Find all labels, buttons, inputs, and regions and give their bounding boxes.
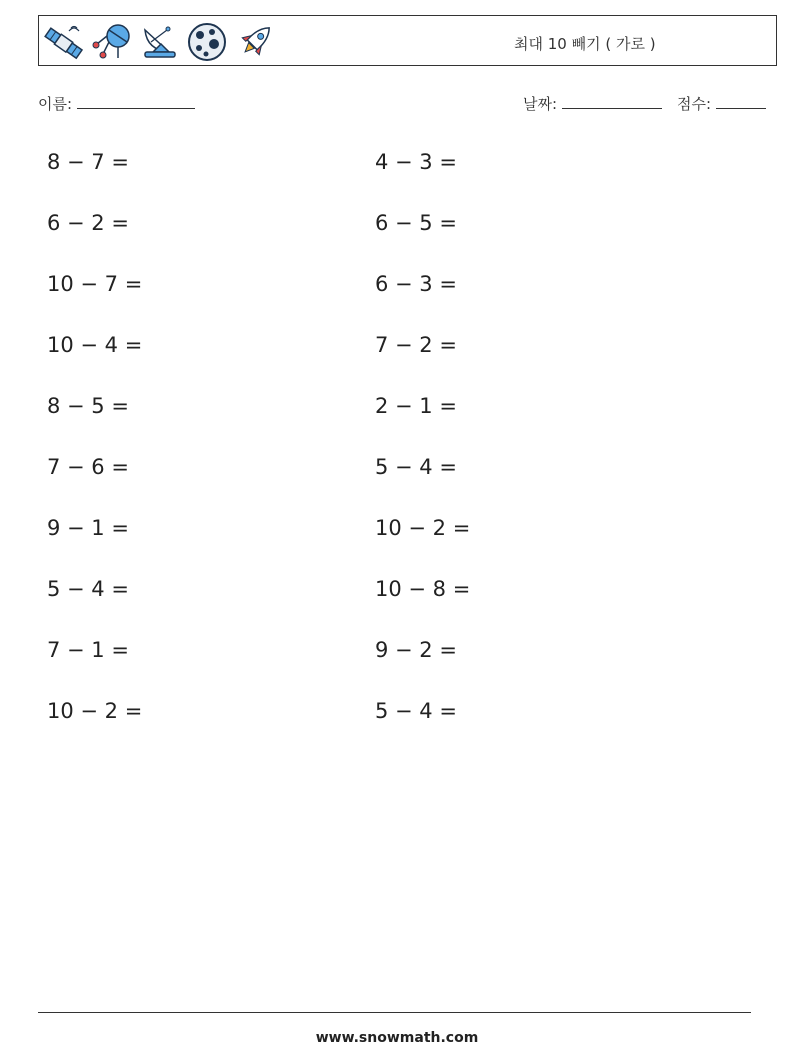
name-blank [77, 94, 195, 109]
name-field [38, 93, 195, 114]
name-label: 이름: [38, 95, 73, 113]
problem-left-8: 5 − 4 = [47, 577, 129, 601]
problem-left-1: 8 − 7 = [47, 150, 129, 174]
space-probe-icon [89, 22, 133, 62]
problem-right-6: 5 − 4 = [375, 455, 457, 479]
problem-right-3: 6 − 3 = [375, 272, 457, 296]
problem-left-5: 8 − 5 = [47, 394, 129, 418]
footer-url[interactable]: www.snowmath.com [315, 1030, 479, 1046]
problem-right-9: 9 − 2 = [375, 638, 457, 662]
date-label: 날짜: [523, 95, 558, 113]
date-blank [562, 94, 662, 109]
satellite-icon [41, 22, 85, 62]
problem-left-4: 10 − 4 = [47, 333, 143, 357]
problem-right-7: 10 − 2 = [375, 516, 471, 540]
problem-right-4: 7 − 2 = [375, 333, 457, 357]
problem-left-3: 10 − 7 = [47, 272, 143, 296]
problem-right-8: 10 − 8 = [375, 577, 471, 601]
problem-left-9: 7 − 1 = [47, 638, 129, 662]
satellite-dish-icon [137, 22, 181, 62]
problem-left-6: 7 − 6 = [47, 455, 129, 479]
rocket-icon [233, 22, 277, 62]
worksheet-title: 최대 10 빼기 ( 가로 ) [514, 35, 656, 53]
worksheet-header [38, 15, 777, 66]
problem-right-10: 5 − 4 = [375, 699, 457, 723]
score-blank [716, 94, 766, 109]
header-icons [41, 20, 277, 64]
moon-icon [185, 22, 229, 62]
date-field [523, 93, 662, 114]
score-field [677, 93, 766, 114]
problem-right-1: 4 − 3 = [375, 150, 457, 174]
problem-right-5: 2 − 1 = [375, 394, 457, 418]
problem-left-7: 9 − 1 = [47, 516, 129, 540]
problem-left-10: 10 − 2 = [47, 699, 143, 723]
problem-left-2: 6 − 2 = [47, 211, 129, 235]
problem-right-2: 6 − 5 = [375, 211, 457, 235]
footer-divider [38, 1012, 751, 1013]
score-label: 점수: [677, 95, 712, 113]
